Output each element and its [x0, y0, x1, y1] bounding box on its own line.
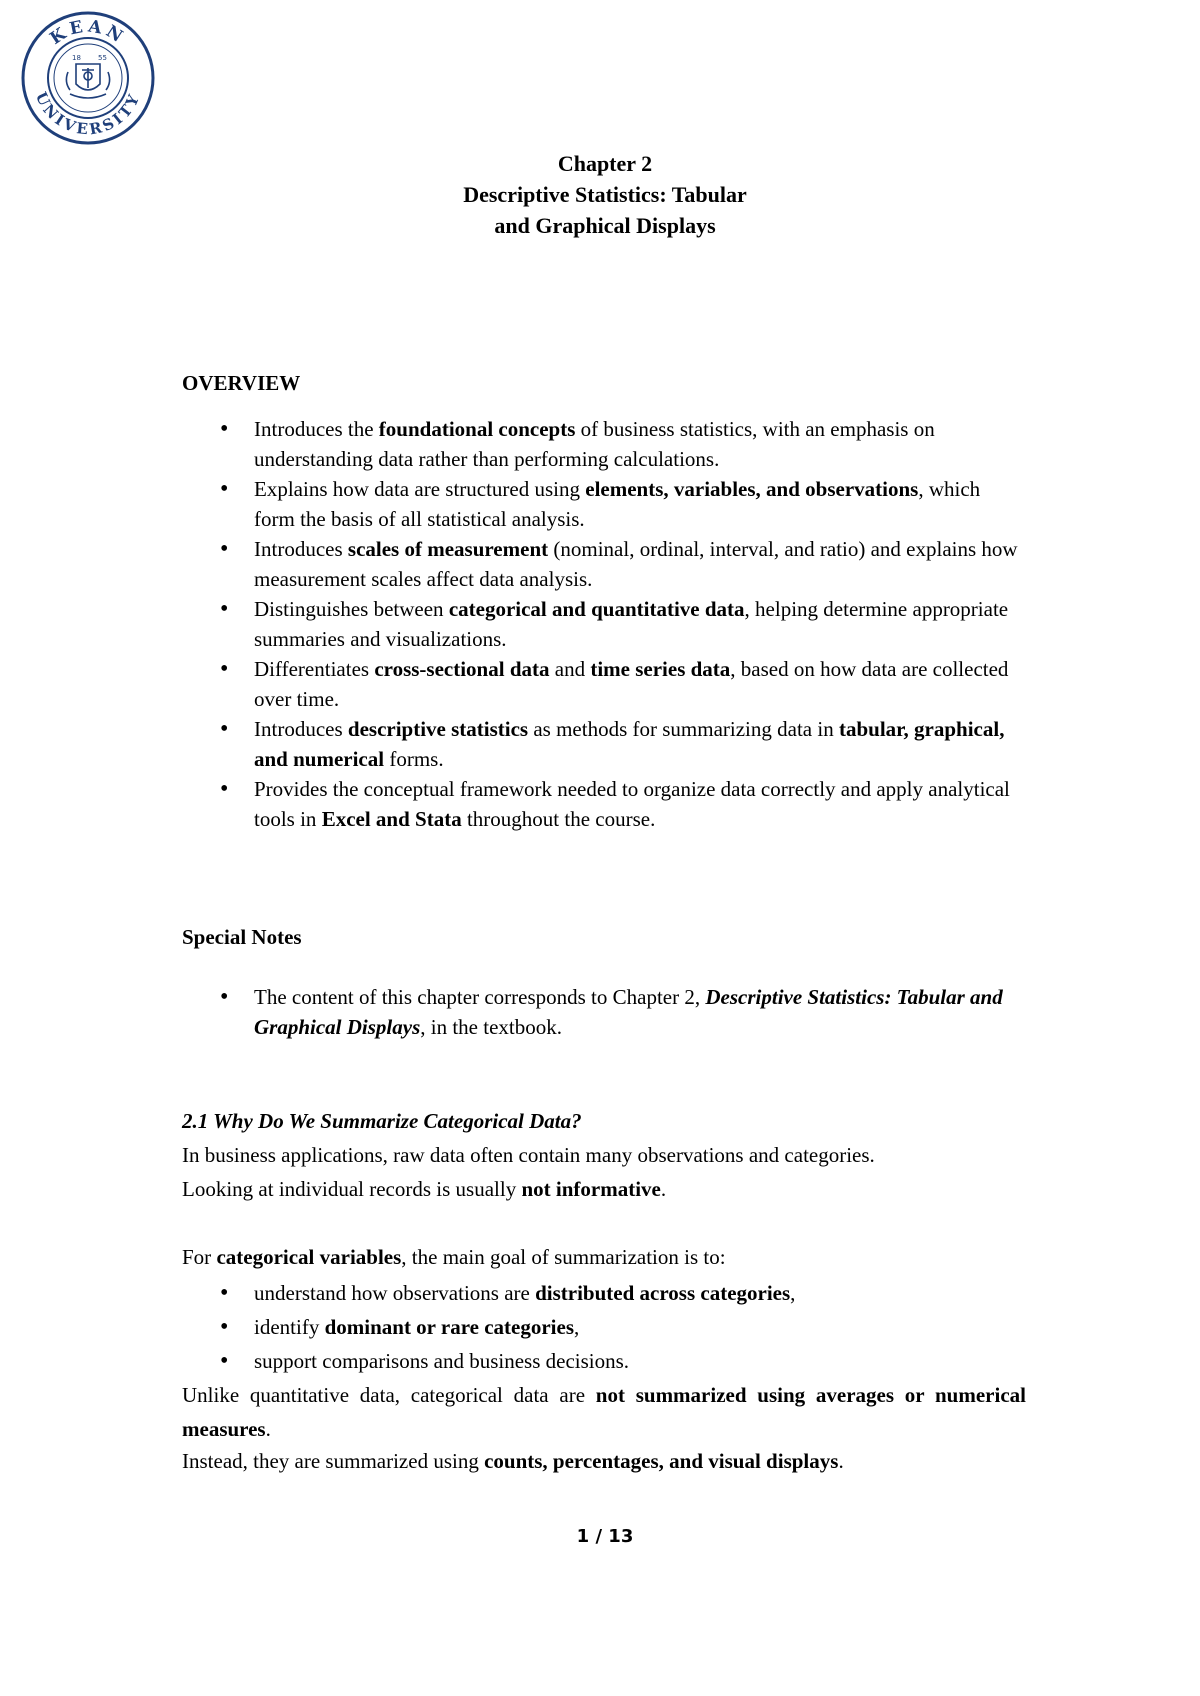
summarization-goals-list — [182, 1276, 1026, 1378]
overview-item: • Distinguishes between categorical and quantitative data, helping determine appropriate summaries and visualizations. — [182, 594, 1026, 654]
logo-top-text: KEAN — [46, 16, 130, 49]
overview-item: • Introduces the foundational concepts of business statistics, with an emphasis on understanding data rather than performing calculations. — [182, 414, 1026, 474]
section-2-1-heading: 2.1 Why Do We Summarize Categorical Data? — [182, 1109, 582, 1133]
special-notes-item: • The content of this chapter corresponds to Chapter 2, Descriptive Statistics: Tabular and Graphical Displays, in the textbook. — [182, 982, 1026, 1042]
overview-item: • Differentiates cross-sectional data and time series data, based on how data are collected over time. — [182, 654, 1026, 714]
page-number: 1 / 13 — [576, 1526, 634, 1547]
goal-item: • support comparisons and business decisions. — [182, 1344, 1026, 1378]
title-line-3: and Graphical Displays — [494, 213, 716, 238]
overview-item: • Introduces scales of measurement (nominal, ordinal, interval, and ratio) and explains how measurement scales affect data analysis. — [182, 534, 1026, 594]
overview-heading: OVERVIEW — [182, 371, 301, 395]
section-2-1-paragraph: Unlike quantitative data, categorical data are not summarized using averages or numerical measures. — [182, 1383, 1026, 1441]
logo-bottom-text: UNIVERSITY — [31, 89, 144, 139]
overview-item: • Introduces descriptive statistics as methods for summarizing data in tabular, graphical, and numerical forms. — [182, 714, 1026, 774]
title-line-2: Descriptive Statistics: Tabular — [463, 182, 747, 207]
logo-year-left: 18 — [72, 54, 81, 62]
section-2-1-paragraph: Looking at individual records is usually not informative. — [182, 1177, 667, 1201]
title-chapter: Chapter 2 — [557, 151, 653, 176]
section-2-1-paragraph: Instead, they are summarized using counts, percentages, and visual displays. — [182, 1449, 844, 1473]
overview-list — [182, 414, 1026, 834]
goal-item: • identify dominant or rare categories, — [182, 1310, 1026, 1344]
kean-university-seal-logo — [20, 10, 156, 146]
logo-shield-icon — [66, 64, 109, 98]
overview-item: • Provides the conceptual framework needed to organize data correctly and apply analytical tools in Excel and Stata throughout the course. — [182, 774, 1026, 834]
section-2-1-paragraph: For categorical variables, the main goal of summarization is to: — [182, 1245, 726, 1269]
overview-item: • Explains how data are structured using elements, variables, and observations, which form the basis of all statistical analysis. — [182, 474, 1026, 534]
logo-year-right: 55 — [98, 54, 107, 62]
special-notes-heading: Special Notes — [182, 925, 302, 949]
document-title — [0, 148, 1200, 241]
section-2-1-paragraph: In business applications, raw data often contain many observations and categories. — [182, 1143, 875, 1167]
special-notes-list — [182, 982, 1026, 1042]
goal-item: • understand how observations are distributed across categories, — [182, 1276, 1026, 1310]
